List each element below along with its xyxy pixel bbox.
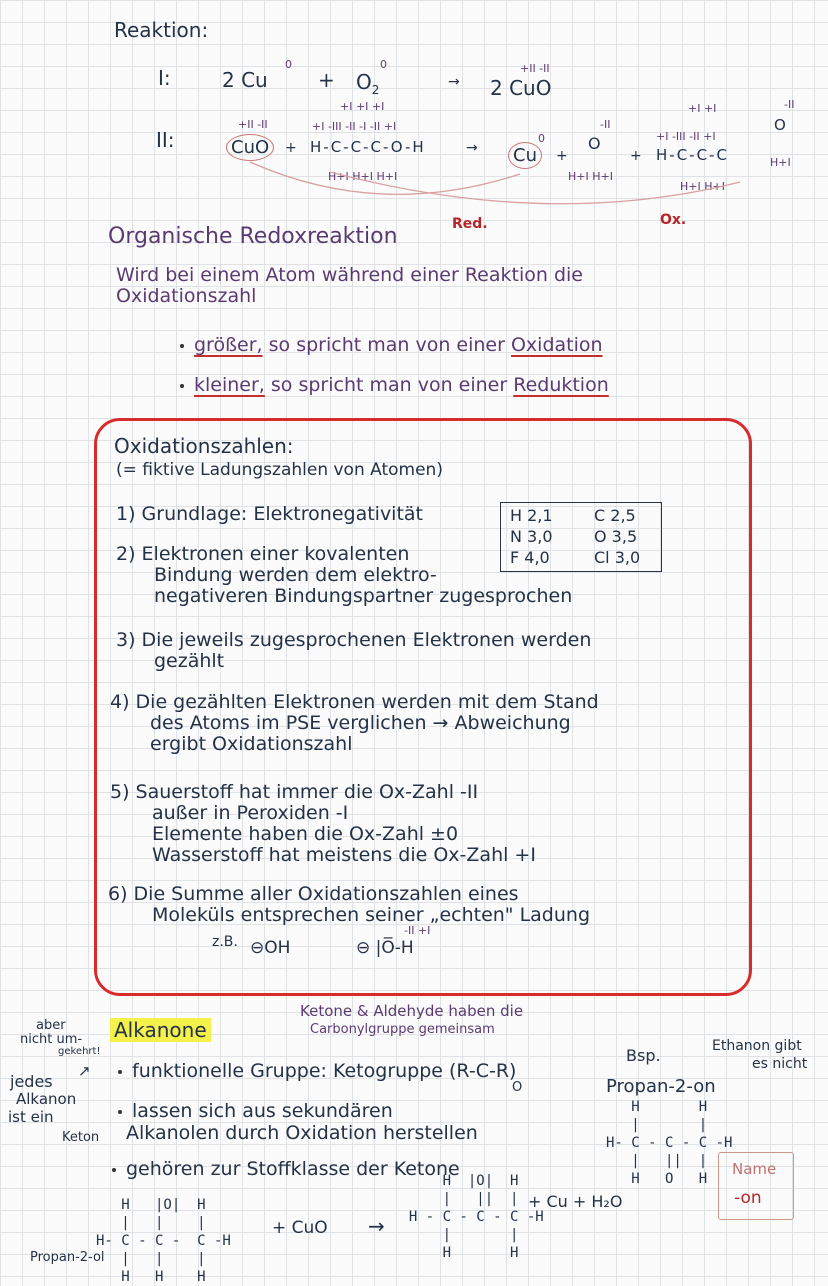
name-box-label: Name — [732, 1160, 777, 1178]
oxbox-item-4-line-3: ergibt Oxidationszahl — [150, 733, 353, 755]
oxbox-item-5-line-2: außer in Peroxiden -I — [152, 802, 349, 824]
ketone-note-line-2: Carbonylgruppe gemeinsam — [310, 1022, 495, 1037]
redox-arrows — [220, 150, 780, 210]
oxbox-item-2-line-2: Bindung werden dem elektro- — [154, 564, 437, 586]
reaction-heading: Reaktion: — [114, 18, 209, 42]
oxidation-label: Ox. — [660, 212, 687, 228]
bullet-dot — [180, 384, 184, 388]
reaction-1-label: I: — [158, 66, 171, 90]
bullet-dot — [180, 344, 184, 348]
ketogroup-oxygen: O — [512, 1080, 523, 1095]
reaction-2-ox-propanol-top: +I +I +I — [340, 100, 385, 113]
side-note-ist-ein: ist ein — [8, 1108, 54, 1126]
reaction-2-label: II: — [156, 128, 175, 152]
bottom-reaction-products: + Cu + H₂O — [528, 1192, 623, 1211]
reaction-2-arrow: → — [466, 140, 478, 156]
oxbox-example-hydroxide-1: ⊖OH — [250, 938, 291, 958]
oxbox-item-6-line-1: 6) Die Summe aller Oxidationszahlen eines — [108, 883, 519, 905]
side-note-jedes: jedes — [10, 1072, 53, 1091]
en-h: H 2,1 — [510, 506, 553, 525]
reaction-1-product: 2 CuO — [490, 76, 552, 100]
reaction-1-ox-cu: 0 — [285, 58, 292, 71]
alkanone-title: Alkanone — [110, 1018, 211, 1042]
name-box-suffix: -on — [734, 1188, 762, 1208]
reaction-2-plus-3: + — [630, 148, 642, 164]
reduction-arc — [250, 162, 520, 194]
reaction-2-water-o: O — [588, 134, 601, 153]
reaction-2-ox-aldehyde-mid: +I -III -II +I — [656, 130, 716, 143]
oxbox-item-4-line-1: 4) Die gezählten Elektronen werden mit dem Stand — [110, 691, 599, 713]
alkanone-bullet-2-line-2: Alkanolen durch Oxidation herstellen — [126, 1122, 478, 1144]
en-o: O 3,5 — [594, 527, 638, 546]
reaction-2-cu: Cu — [508, 142, 542, 169]
side-note-keton: Keton — [62, 1130, 100, 1145]
reaction-2-propanol-h-bottom: H+I H+I H+I — [328, 170, 398, 183]
reaction-1-plus: + — [318, 68, 335, 92]
oxbox-item-4-line-2: des Atoms im PSE verglichen → Abweichung — [150, 712, 571, 734]
ethanon-note-line-2: es nicht — [752, 1056, 808, 1072]
oxbox-example-hydroxide-2: ⊖ |O̅-H — [356, 938, 414, 958]
organic-intro-line-1: Wird bei einem Atom während einer Reaktion die — [116, 264, 583, 286]
side-note-nicht-um: nicht um- — [20, 1032, 83, 1047]
oxbox-item-6-line-2: Moleküls entsprechen seiner „echten" Ladung — [152, 904, 591, 926]
en-f: F 4,0 — [510, 548, 550, 567]
side-note-up-arrow: ↗ — [78, 1062, 91, 1080]
reaction-2-ox-water: -II — [600, 118, 611, 131]
propanone-structure: H H | | H- C - C - C -H | || | H O H — [606, 1099, 733, 1187]
example-label: Bsp. — [626, 1046, 661, 1065]
reaction-2-plus-1: + — [285, 140, 297, 156]
reaction-1-ox-o2: 0 — [380, 58, 387, 71]
reaction-2-aldehyde: H-C-C-C — [656, 146, 729, 164]
reaction-1-ox-product: +II -II — [520, 62, 550, 75]
organic-intro-line-2: Oxidationszahl — [116, 285, 257, 307]
plus-cuo: + CuO — [272, 1218, 328, 1238]
reaction-2-cuo: CuO — [226, 134, 274, 161]
oxbox-item-5-line-3: Elemente haben die Ox-Zahl ±0 — [152, 823, 459, 845]
oxbox-item-2-line-3: negativeren Bindungspartner zugesprochen — [154, 585, 573, 607]
alkanone-bullet-3: gehören zur Stoffklasse der Ketone — [112, 1158, 460, 1180]
oxbox-item-2-line-1: 2) Elektronen einer kovalenten — [116, 543, 410, 565]
side-note-alkanon: Alkanon — [16, 1090, 77, 1108]
reaction-2-aldehyde-h-bottom: H+I H+I — [680, 180, 725, 193]
reaction-1-arrow: → — [448, 74, 460, 90]
reaction-2-ox-cuo: +II -II — [238, 118, 268, 131]
propan-2-ol-label: Propan-2-ol — [30, 1250, 105, 1265]
oxbox-item-5-line-1: 5) Sauerstoff hat immer die Ox-Zahl -II — [110, 781, 479, 803]
organic-bullet-reduction: kleiner, so spricht man von einer Reduktion — [180, 374, 609, 396]
alkanone-bullet-1: funktionelle Gruppe: Ketogruppe (R-C-R) — [118, 1060, 516, 1082]
example-propanone-name: Propan-2-on — [606, 1076, 716, 1097]
reaction-2-aldehyde-h: H+I — [770, 156, 791, 169]
oxbox-item-1: 1) Grundlage: Elektronegativität — [116, 503, 424, 525]
reaction-2-ox-propanol-mid: +I -III -II -I -II +I — [312, 120, 397, 133]
en-c: C 2,5 — [594, 506, 636, 525]
oxbox-example-ox: -II +I — [404, 924, 431, 937]
side-note-aber: aber — [36, 1018, 66, 1033]
bottom-reaction-arrow: → — [368, 1214, 385, 1238]
bullet-dot — [118, 1110, 122, 1114]
oxidation-arc — [330, 172, 740, 204]
oxbox-title: Oxidationszahlen: — [114, 434, 294, 458]
oxbox-subtitle: (= fiktive Ladungszahlen von Atomen) — [116, 460, 443, 480]
reaction-1-reactant-cu: 2 Cu — [222, 68, 268, 92]
side-note-gekehrt: gekehrt! — [58, 1046, 101, 1057]
reaction-2-propanol: H-C-C-C-O-H — [310, 138, 426, 156]
en-n: N 3,0 — [510, 527, 553, 546]
organic-bullet-oxidation: größer, so spricht man von einer Oxidation — [180, 334, 603, 356]
oxbox-example-label: z.B. — [212, 934, 238, 950]
organic-title: Organische Redoxreaktion — [108, 224, 398, 249]
oxbox-item-5-line-4: Wasserstoff hat meistens die Ox-Zahl +I — [152, 844, 536, 866]
ethanon-note-line-1: Ethanon gibt — [712, 1038, 802, 1054]
reduction-label: Red. — [452, 216, 488, 232]
propanone-product-structure: H |O| H | || | H - C - C - C -H | | H H — [408, 1173, 544, 1261]
reaction-2-water-h: H+I H+I — [568, 170, 613, 183]
ketone-note-line-1: Ketone & Aldehyde haben die — [300, 1002, 524, 1020]
reaction-2-plus-2: + — [556, 148, 568, 164]
reaction-2-ox-aldehyde-o: -II — [784, 98, 795, 111]
reaction-1-o2: $O_2$ — [356, 70, 380, 97]
reaction-2-ox-aldehyde-top: +I +I — [688, 102, 717, 115]
reaction-2-aldehyde-o: O — [774, 116, 786, 134]
alkanone-bullet-2-line-1: lassen sich aus sekundären — [118, 1100, 393, 1122]
en-cl: Cl 3,0 — [594, 548, 641, 567]
reaction-2-ox-cu: 0 — [538, 132, 545, 145]
oxbox-item-3-line-2: gezählt — [154, 650, 225, 672]
bullet-dot — [112, 1168, 116, 1172]
bullet-dot — [118, 1070, 122, 1074]
oxbox-item-3-line-1: 3) Die jeweils zugesprochenen Elektronen werden — [116, 629, 592, 651]
propan-2-ol-structure: H |O| H | | | H- C - C - C -H | | | H H H — [96, 1197, 231, 1285]
